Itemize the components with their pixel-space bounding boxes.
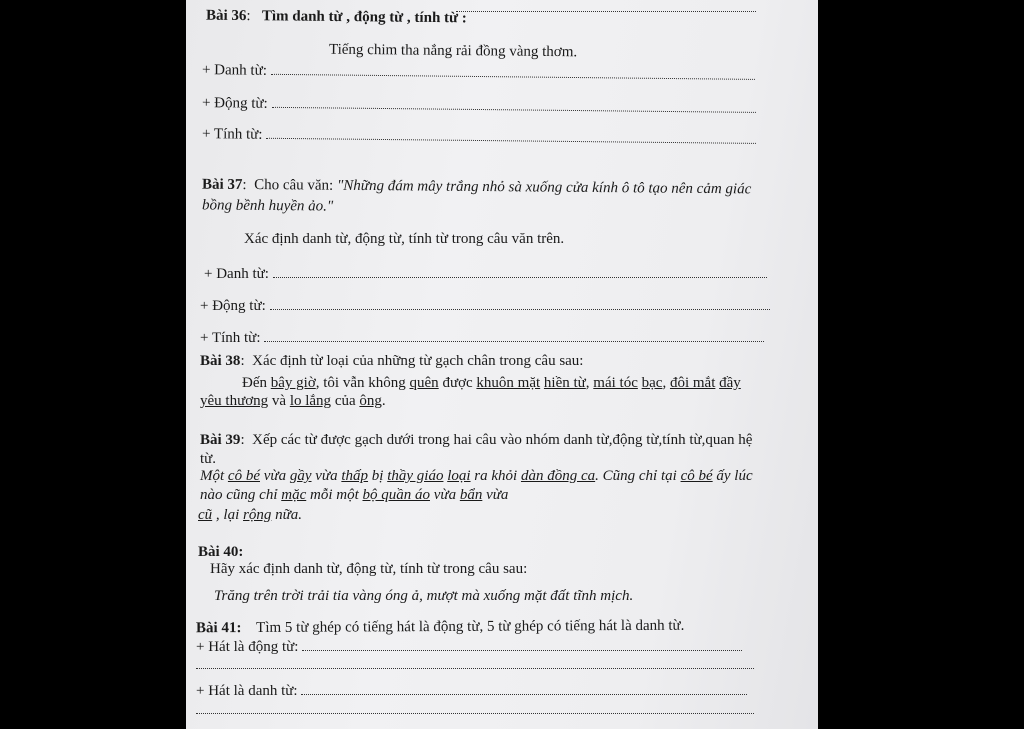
bai36-answer-danh-tu: + Danh từ: <box>202 61 755 85</box>
bai36-sentence: Tiếng chim tha nắng rải đồng vàng thơm. <box>328 41 578 61</box>
bai37-answer-dong-tu: + Động từ: <box>200 297 770 315</box>
underlined-word: đôi mắt <box>669 375 716 391</box>
bai38-sentence-line1: Đến bây giờ, tôi vẫn không quên được khuôn mặt hiền từ, mái tóc bạc, đôi mắt đầy <box>242 375 741 391</box>
underlined-word: khuôn mặt <box>476 375 541 391</box>
bai39-sentence-line3: cũ , lại rộng nữa. <box>198 507 303 523</box>
bai41-label: Bài 41: <box>195 620 242 637</box>
bai37-quote-line2: bồng bềnh huyền ảo." <box>201 197 334 215</box>
underlined-word: dàn đồng ca <box>520 468 596 484</box>
underlined-word: ông <box>359 393 382 409</box>
bai41-dotted-line-1 <box>196 668 754 669</box>
bai37-answer-tinh-tu: + Tính từ: <box>200 329 764 347</box>
underlined-word: yêu thương <box>200 393 269 409</box>
underlined-word: loại <box>447 468 471 484</box>
underlined-word: mặc <box>281 487 307 503</box>
bai39-sentence-line2: nào cũng chỉ mặc mỗi một bộ quần áo vừa bẩn vừa <box>200 487 509 503</box>
underlined-word: mái tóc <box>593 375 638 391</box>
bai36-label: Bài 36 <box>205 7 247 25</box>
bai38-sentence-line2: yêu thương và lo lắng của ông. <box>200 393 386 409</box>
underlined-word: cô bé <box>680 468 713 484</box>
bai40-task: Hãy xác định danh từ, động từ, tính từ trong câu sau: <box>210 561 528 577</box>
worksheet-page <box>186 0 818 729</box>
bai41-task: Tìm 5 từ ghép có tiếng hát là động từ, 5 từ ghép có tiếng hát là danh từ. <box>256 617 685 636</box>
bai37-quote-line1: "Những đám mây trắng nhỏ sà xuống cửa kính ô tô tạo nên cảm giác <box>336 177 752 198</box>
underlined-word: gầy <box>289 468 312 484</box>
underlined-word: bộ quần áo <box>362 487 430 503</box>
bai36-heading: Bài 36: Tìm danh từ , động từ , tính từ : <box>205 7 467 27</box>
bai41-answer-danh-tu: + Hát là danh từ: <box>196 682 747 700</box>
bai39-sentence-line1: Một cô bé vừa gầy vừa thấp bị thầy giáo loại ra khỏi dàn đồng ca. Cũng chỉ tại cô bé ấy lúc <box>200 468 753 484</box>
underlined-word: rộng <box>243 507 272 523</box>
bai37-label: Bài 37 <box>201 176 243 193</box>
underlined-word: đầy <box>719 375 741 391</box>
bai37-heading: Bài 37: Cho câu văn: "Những đám mây trắng nhỏ sà xuống cửa kính ô tô tạo nên cảm giác <box>201 176 752 198</box>
underlined-word: hiền từ <box>543 375 586 391</box>
bai36-answer-dong-tu: + Động từ: <box>202 94 756 118</box>
bai38-task: Xác định từ loại của những từ gạch chân trong câu sau: <box>252 353 584 369</box>
bai39-task-line1: Xếp các từ được gạch dưới trong hai câu vào nhóm danh từ,động từ,tính từ,quan hệ <box>252 432 753 448</box>
bai39-task-line2: từ. <box>200 451 217 467</box>
bai37-answer-danh-tu: + Danh từ: <box>204 265 767 283</box>
bai41-answer-dong-tu: + Hát là động từ: <box>196 638 742 656</box>
top-dotted-line <box>456 11 756 12</box>
underlined-word: lo lắng <box>289 393 332 409</box>
underlined-word: bẩn <box>459 487 483 503</box>
bai40-label: Bài 40: <box>198 544 244 560</box>
bai41-dotted-line-2 <box>196 713 754 714</box>
underlined-word: bây giờ <box>270 375 316 391</box>
bai36-answer-tinh-tu: + Tính từ: <box>202 125 756 149</box>
bai40-sentence: Trăng trên trời trải tia vàng óng ả, mượt mà xuống mặt đất tĩnh mịch. <box>214 588 634 604</box>
underlined-word: cô bé <box>227 468 260 484</box>
underlined-word: quên <box>409 375 439 391</box>
bai39-label: Bài 39 <box>200 432 241 448</box>
underlined-word: bạc <box>641 375 663 391</box>
bai36-title: Tìm danh từ , động từ , tính từ : <box>261 8 467 27</box>
bai37-lead: Cho câu văn: <box>254 177 334 194</box>
bai38-label: Bài 38 <box>200 353 241 369</box>
underlined-word: thấp <box>341 468 369 484</box>
underlined-word: thầy giáo <box>387 468 444 484</box>
underlined-word: cũ <box>198 507 213 523</box>
bai38-heading: Bài 38: Xác định từ loại của những từ gạch chân trong câu sau: <box>200 353 584 369</box>
bai41-heading <box>196 617 685 638</box>
bai39-heading: Bài 39: Xếp các từ được gạch dưới trong hai câu vào nhóm danh từ,động từ,tính từ,quan hệ <box>200 432 753 448</box>
bai37-task: Xác định danh từ, động từ, tính từ trong câu văn trên. <box>244 231 565 247</box>
